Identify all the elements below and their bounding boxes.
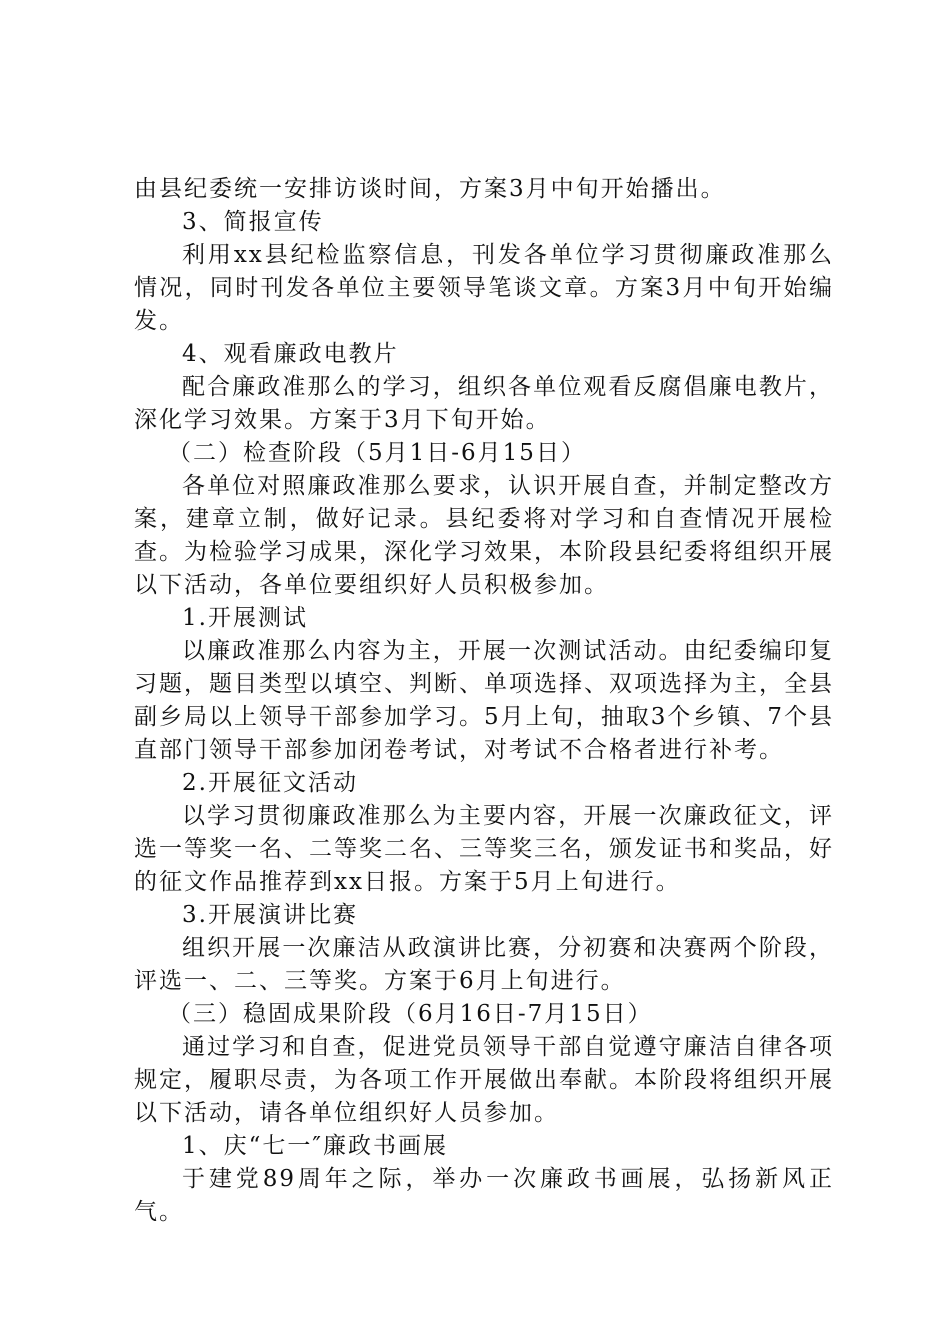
paragraph: 于建党89周年之际，举办一次廉政书画展，弘扬新风正气。 (134, 1166, 834, 1225)
document-body (134, 173, 834, 1229)
paragraph: 以廉政准那么内容为主，开展一次测试活动。由纪委编印复习题，题目类型以填空、判断、单项选择、双项选择为主，全县副乡局以上领导干部参加学习。5月上旬，抽取3个乡镇、7个县直部门领导干部参加闭卷考试，对考试不合格者进行补考。 (134, 638, 834, 763)
section-heading: 4、观看廉政电教片 (182, 341, 399, 367)
section-heading: 1、庆“七一″廉政书画展 (182, 1133, 448, 1159)
stage-heading: （三）稳固成果阶段（6月16日-7月15日） (168, 1001, 653, 1027)
paragraph: 各单位对照廉政准那么要求，认识开展自查，并制定整改方案，建章立制，做好记录。县纪委将对学习和自查情况开展检查。为检验学习成果，深化学习效果，本阶段县纪委将组织开展以下活动，各单位要组织好人员积极参加。 (134, 473, 834, 598)
paragraph: 配合廉政准那么的学习，组织各单位观看反腐倡廉电教片，深化学习效果。方案于3月下旬开始。 (134, 374, 834, 433)
paragraph: 以学习贯彻廉政准那么为主要内容，开展一次廉政征文，评选一等奖一名、二等奖二名、三等奖三名，颁发证书和奖品，好的征文作品推荐到xx日报。方案于5月上旬进行。 (134, 803, 834, 895)
paragraph: 组织开展一次廉洁从政演讲比赛，分初赛和决赛两个阶段，评选一、二、三等奖。方案于6月上旬进行。 (134, 935, 834, 994)
section-heading: 2.开展征文活动 (182, 770, 358, 796)
section-heading: 1.开展测试 (182, 605, 308, 631)
paragraph: 由县纪委统一安排访谈时间，方案3月中旬开始播出。 (134, 176, 726, 202)
section-heading: 3、简报宣传 (182, 209, 324, 235)
section-heading: 3.开展演讲比赛 (182, 902, 358, 928)
paragraph: 通过学习和自查，促进党员领导干部自觉遵守廉洁自律各项规定，履职尽责，为各项工作开展做出奉献。本阶段将组织开展以下活动，请各单位组织好人员参加。 (134, 1034, 834, 1126)
paragraph: 利用xx县纪检监察信息，刊发各单位学习贯彻廉政准那么情况，同时刊发各单位主要领导笔谈文章。方案3月中旬开始编发。 (134, 242, 834, 334)
stage-heading: （二）检查阶段（5月1日-6月15日） (168, 440, 586, 466)
